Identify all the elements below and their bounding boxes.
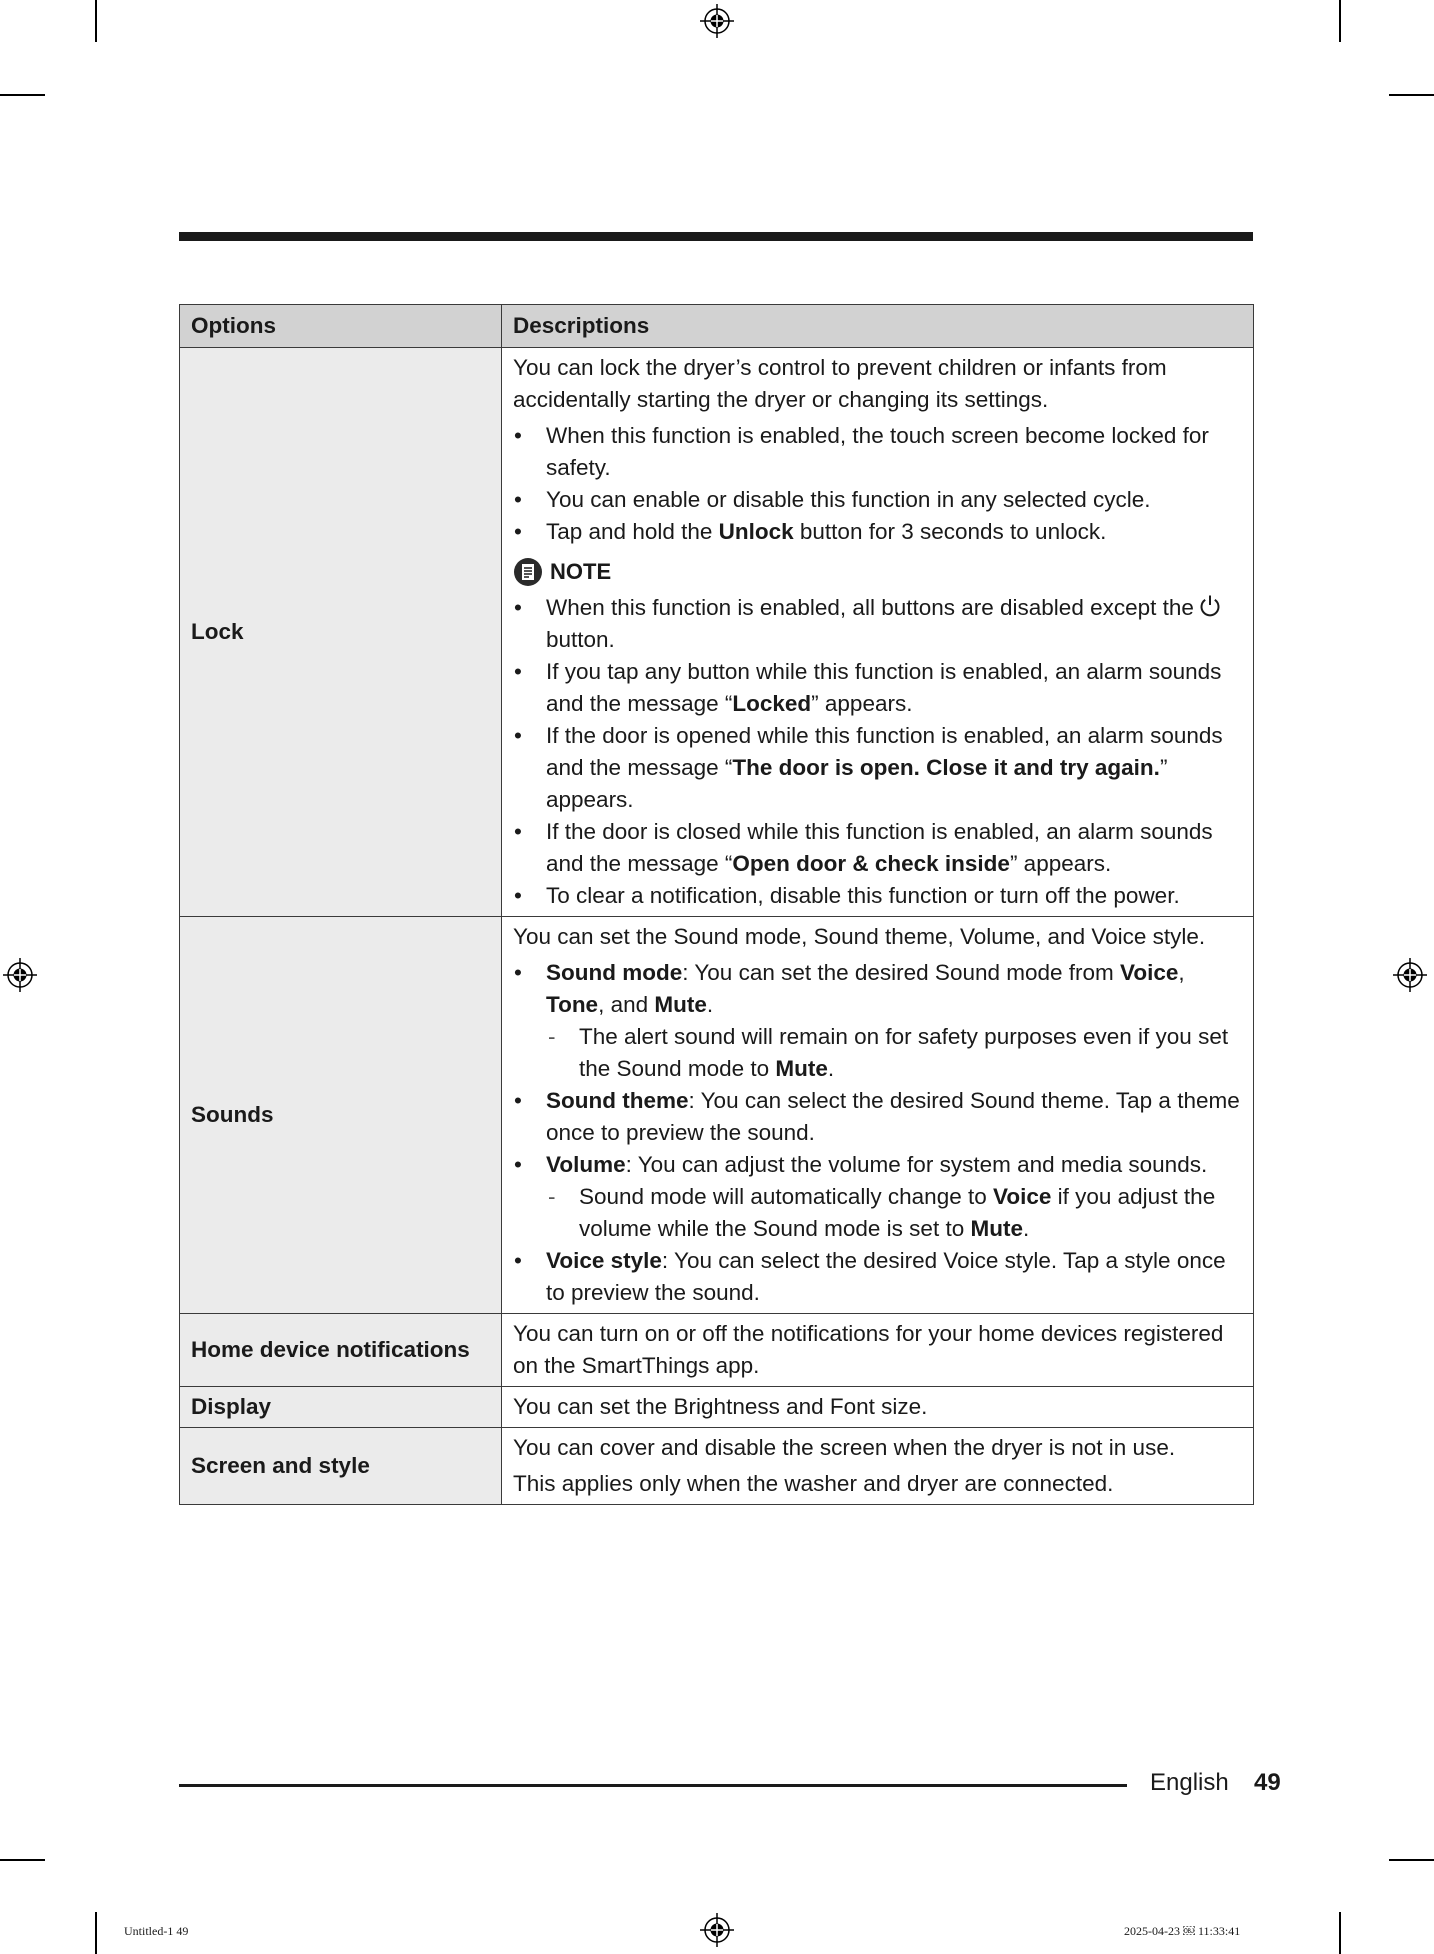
lock-intro: You can lock the dryer’s control to prevent children or infants from accidentally starting the dryer or changing its settings. [513, 355, 1167, 412]
message-door-open: The door is open. Close it and try again. [732, 755, 1160, 780]
table-row-sounds [180, 917, 1254, 1314]
note-heading [513, 556, 1243, 588]
term-tone: Tone [546, 992, 599, 1017]
list-item [513, 484, 1243, 516]
list-item [513, 880, 1243, 912]
text-run: : You can set the desired Sound mode from [682, 960, 1121, 985]
text-run: Sound mode will automatically change to [579, 1184, 993, 1209]
list-item [513, 1085, 1243, 1149]
crop-mark [1339, 0, 1341, 42]
options-table [179, 304, 1254, 1505]
text-run: . [827, 1056, 835, 1081]
text-run: When this function is enabled, all buttons are disabled except the [546, 595, 1194, 620]
option-home-device-notifications: Home device notifications [180, 1314, 502, 1387]
crop-mark [95, 1912, 97, 1954]
slug-filename: Untitled-1 49 [124, 1924, 189, 1938]
list-item [546, 1021, 1243, 1085]
term-volume: Volume [546, 1152, 626, 1177]
crop-mark [95, 0, 97, 42]
registration-mark-icon [700, 1913, 734, 1947]
text-run: : You can adjust the volume for system and media sounds. [625, 1152, 1208, 1177]
text-run: Tap and hold the [546, 519, 719, 544]
page-number: 49 [1254, 1769, 1281, 1796]
table-header-row [180, 305, 1254, 348]
crop-mark [1389, 1859, 1434, 1861]
list-item [513, 720, 1243, 816]
note-label: NOTE [550, 559, 612, 584]
description-lock [502, 348, 1254, 917]
screen-text: This applies only when the washer and dryer are connected. [513, 1471, 1114, 1496]
message-check-inside: Open door & check inside [732, 851, 1010, 876]
text-run: ” appears. [811, 691, 913, 716]
option-display: Display [180, 1387, 502, 1428]
text-run: button for 3 seconds to unlock. [793, 519, 1107, 544]
text-run: To clear a notification, disable this function or turn off the power. [546, 883, 1180, 908]
sounds-intro: You can set the Sound mode, Sound theme, Volume, and Voice style. [513, 924, 1206, 949]
term-voice: Voice [1120, 960, 1179, 985]
registration-mark-icon [700, 4, 734, 38]
header-rule [179, 232, 1253, 241]
text-run: , and [598, 992, 655, 1017]
header-options: Options [180, 305, 502, 348]
crop-mark [1339, 1912, 1341, 1954]
term-voice: Voice [993, 1184, 1052, 1209]
list-item [513, 592, 1243, 656]
text-run: , [1178, 960, 1185, 985]
registration-mark-icon [3, 958, 37, 992]
option-sounds: Sounds [180, 917, 502, 1314]
lock-bullet-list [513, 420, 1243, 548]
option-screen-and-style: Screen and style [180, 1428, 502, 1505]
description-display [502, 1387, 1254, 1428]
text-run: If you tap any button while this function is enabled, an alarm sounds and the message “ [546, 659, 1222, 716]
text-run: If the door is opened while this function is enabled, an alarm sounds and the message “ [546, 723, 1223, 780]
screen-text: You can cover and disable the screen when the dryer is not in use. [513, 1435, 1176, 1460]
option-lock: Lock [180, 348, 502, 917]
description-sounds [502, 917, 1254, 1314]
text-run: button. [546, 627, 615, 652]
unlock-label: Unlock [718, 519, 794, 544]
list-item [513, 516, 1243, 548]
sub-list [546, 1021, 1243, 1085]
text-run: ” appears. [546, 755, 1168, 812]
term-sound-theme: Sound theme [546, 1088, 689, 1113]
list-item [513, 1245, 1243, 1309]
text-run: . [706, 992, 714, 1017]
crop-mark [0, 94, 45, 96]
text-run: If the door is closed while this function is enabled, an alarm sounds and the message “ [546, 819, 1213, 876]
slug-timestamp: 2025-04-23 ￼ 11:33:41 [1124, 1924, 1241, 1938]
list-item [513, 1149, 1243, 1245]
lock-bullet-text: You can enable or disable this function in any selected cycle. [546, 487, 1151, 512]
text-run: : You can select the desired Voice style. Tap a style once to preview the sound. [546, 1248, 1226, 1305]
description-screen-and-style [502, 1428, 1254, 1505]
display-text: You can set the Brightness and Font size. [513, 1394, 928, 1419]
power-icon [1197, 593, 1223, 619]
list-item [513, 656, 1243, 720]
home-text: You can turn on or off the notifications for your home devices registered on the SmartThings app. [513, 1321, 1224, 1378]
term-mute: Mute [775, 1056, 828, 1081]
table-row-lock [180, 348, 1254, 917]
table-row-screen-and-style [180, 1428, 1254, 1505]
term-sound-mode: Sound mode [546, 960, 683, 985]
header-descriptions: Descriptions [502, 305, 1254, 348]
sounds-bullet-list [513, 957, 1243, 1309]
text-run: : You can select the desired Sound theme. Tap a theme once to preview the sound. [546, 1088, 1240, 1145]
note-bullet-list [513, 592, 1243, 912]
description-home-device-notifications [502, 1314, 1254, 1387]
sub-list [546, 1181, 1243, 1245]
term-mute: Mute [654, 992, 707, 1017]
list-item [513, 957, 1243, 1085]
note-icon [513, 557, 543, 587]
registration-mark-icon [1393, 958, 1427, 992]
footer-rule [179, 1784, 1127, 1787]
table-row-display [180, 1387, 1254, 1428]
list-item [513, 816, 1243, 880]
footer-language: English [1150, 1769, 1229, 1796]
message-locked: Locked [732, 691, 812, 716]
list-item [513, 420, 1243, 484]
text-run: ” appears. [1009, 851, 1112, 876]
list-item [546, 1181, 1243, 1245]
text-run: The alert sound will remain on for safety purposes even if you set the Sound mode to [579, 1024, 1229, 1081]
lock-bullet-text: When this function is enabled, the touch screen become locked for safety. [546, 423, 1209, 480]
crop-mark [0, 1859, 45, 1861]
text-run: . [1022, 1216, 1030, 1241]
term-mute: Mute [970, 1216, 1023, 1241]
text-run: if you adjust the volume while the Sound mode is set to [579, 1184, 1216, 1241]
crop-mark [1389, 94, 1434, 96]
term-voice-style: Voice style [546, 1248, 662, 1273]
table-row-home-device-notifications [180, 1314, 1254, 1387]
